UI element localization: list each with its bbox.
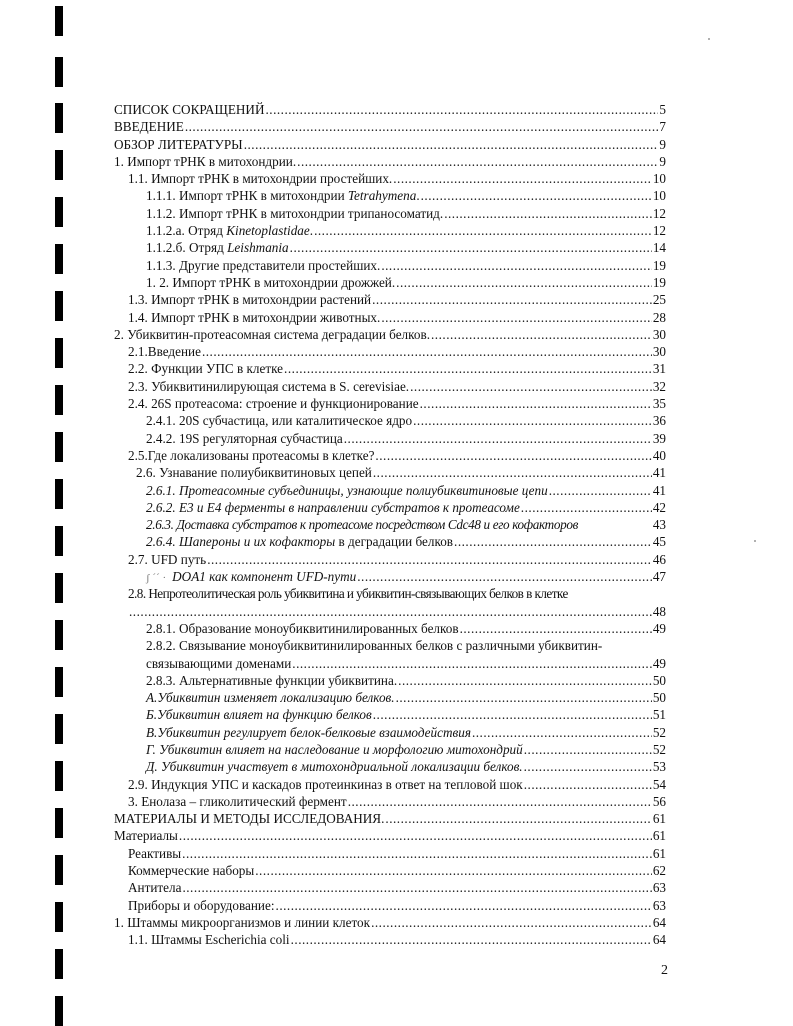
toc-entry[interactable] [114, 568, 666, 585]
toc-entry[interactable] [114, 395, 666, 412]
toc-entry-title [146, 533, 453, 550]
toc-entry-title [146, 689, 395, 706]
toc-entry[interactable] [114, 205, 666, 222]
binding-hole [55, 949, 63, 979]
toc-page-number: 30 [652, 344, 666, 360]
toc-entry[interactable] [114, 741, 666, 758]
toc-entry-title [146, 239, 289, 256]
toc-page-number: 51 [652, 707, 666, 723]
dot-leader [371, 914, 652, 931]
toc-entry-title: 2.4.1. 20S субчастица, или каталитическое ядро [146, 413, 413, 429]
toc-entry-title [146, 741, 523, 758]
toc-entry-text: . [416, 188, 420, 204]
toc-entry[interactable] [114, 239, 666, 256]
dot-leader [398, 672, 652, 689]
toc-entry-title: 1.1.3. Другие представители простейших. [146, 257, 381, 273]
toc-entry[interactable] [114, 326, 666, 343]
toc-page-number: 42 [652, 499, 666, 515]
toc-entry-italic: Г. Убиквитин влияет на наследование и морфологию митохондрий [146, 741, 523, 757]
dot-leader [549, 482, 652, 499]
toc-entry[interactable] [114, 585, 666, 602]
toc-entry-italic: 2.6.1. Протеасомные субъединицы, узнающие полиубиквитиновые цепи [146, 482, 548, 498]
dot-leader [373, 464, 652, 481]
toc-page-number: 28 [652, 309, 666, 325]
toc-entry[interactable] [114, 309, 666, 326]
binding-hole [55, 244, 63, 274]
toc-page-number: 52 [652, 724, 666, 740]
toc-page-number: 9 [659, 153, 666, 169]
toc-entry[interactable] [114, 620, 666, 637]
toc-entry[interactable] [114, 430, 666, 447]
toc-entry-title: Антитела [128, 880, 182, 896]
toc-page-number: 53 [652, 759, 666, 775]
toc-entry[interactable] [114, 464, 666, 481]
toc-entry[interactable] [114, 533, 666, 550]
dot-leader [524, 741, 652, 758]
toc-entry-title: 2.8.3. Альтернативные функции убиквитина. [146, 672, 398, 688]
toc-page-number: 54 [652, 776, 666, 792]
toc-entry-title: 1. 2. Импорт тРНК в митохондрии дрожжей. [146, 274, 396, 290]
dot-leader [521, 499, 652, 516]
toc-page-number: 49 [652, 620, 666, 636]
toc-entry-title: 2.5.Где локализованы протеасомы в клетке? [128, 447, 375, 463]
toc-page-number: 32 [652, 378, 666, 394]
toc-entry-italic: Kinetoplastidae [226, 223, 310, 239]
dot-leader [385, 810, 651, 827]
toc-entry[interactable] [114, 291, 666, 308]
toc-entry-title [146, 724, 471, 741]
dot-leader [207, 551, 652, 568]
toc-entry[interactable] [114, 793, 666, 810]
toc-entry-title: 1.3. Импорт тРНК в митохондрии растений [128, 292, 372, 308]
binding-hole [55, 996, 63, 1026]
toc-entry[interactable] [114, 758, 666, 775]
toc-entry-italic: В.Убиквитин регулирует белок-белковые взаимодействия [146, 724, 471, 740]
dot-leader [396, 689, 652, 706]
dot-leader [255, 862, 652, 879]
dot-leader [372, 291, 652, 308]
dot-leader [410, 378, 652, 395]
dot-leader [375, 447, 651, 464]
toc-entry-title: связывающими доменами [146, 655, 292, 671]
toc-entry-title [146, 187, 420, 204]
toc-entry-title [146, 482, 548, 499]
toc-entry-continuation[interactable] [114, 603, 666, 620]
toc-page-number: 63 [652, 880, 666, 896]
toc-entry-italic: Д. Убиквитин участвует в митохондриальной локализации белков. [146, 759, 523, 775]
toc-entry-title: 1. Импорт тРНК в митохондрии. [114, 153, 297, 169]
toc-entry-title: МАТЕРИАЛЫ И МЕТОДЫ ИССЛЕДОВАНИЯ. [114, 811, 385, 827]
toc-entry-title: 2. Убиквитин-протеасомная система деградации белков. [114, 326, 430, 342]
toc-entry-title: Материалы [114, 828, 178, 844]
toc-page-number: 25 [652, 292, 666, 308]
dot-leader [179, 827, 652, 844]
toc-entry-title: 2.6. Узнавание полиубиквитиновых цепей [136, 465, 372, 481]
dot-leader [396, 274, 652, 291]
toc-entry-italic: А.Убиквитин изменяет локализацию белков. [146, 690, 395, 706]
toc-entry[interactable] [114, 689, 666, 706]
dot-leader [129, 603, 652, 620]
toc-entry[interactable] [114, 170, 666, 187]
toc-entry-title: ОБЗОР ЛИТЕРАТУРЫ [114, 136, 243, 152]
binding-hole [55, 291, 63, 321]
toc-entry-title: 2.4. 26S протеасома: строение и функционирование [128, 396, 419, 412]
toc-entry[interactable] [114, 637, 666, 654]
toc-page-number: 41 [652, 482, 666, 498]
toc-entry[interactable] [114, 447, 666, 464]
toc-page-number: 36 [652, 413, 666, 429]
toc-page-number: 45 [652, 534, 666, 550]
toc-entry-title: 1.1. Штаммы Escherichia coli [128, 932, 290, 948]
binding-hole [55, 808, 63, 838]
toc-entry[interactable] [114, 412, 666, 429]
toc-entry[interactable] [114, 706, 666, 723]
toc-page-number: 46 [652, 551, 666, 567]
dot-leader [344, 430, 652, 447]
toc-entry[interactable] [114, 499, 666, 516]
toc-entry[interactable] [114, 118, 666, 135]
toc-entry-title: 2.8. Непротеолитическая роль убиквитина и убиквитин-связывающих белков в клетке [128, 586, 568, 602]
toc-page-number: 30 [652, 326, 666, 342]
toc-entry-title [146, 758, 523, 775]
toc-page-number: 64 [652, 932, 666, 948]
toc-entry[interactable] [114, 187, 666, 204]
toc-page-number: 43 [652, 517, 666, 533]
toc-entry[interactable] [114, 274, 666, 291]
toc-page-number: 10 [652, 188, 666, 204]
toc-page-number: 7 [659, 119, 666, 135]
dot-leader [381, 309, 651, 326]
toc-entry-title: 2.8.1. Образование моноубиквитинилированных белков [146, 620, 459, 636]
toc-page-number: 31 [652, 361, 666, 377]
toc-entry-text: 1.1.1. Импорт тРНК в митохондрии [146, 188, 348, 204]
toc-entry-title: 2.1.Введение [128, 344, 201, 360]
toc-entry[interactable] [114, 827, 666, 844]
dot-leader [244, 136, 659, 153]
toc-entry[interactable] [114, 378, 666, 395]
toc-entry-title: 2.4.2. 19S регуляторная субчастица [146, 430, 343, 446]
binding-hole [55, 103, 63, 133]
dot-leader [202, 343, 652, 360]
dot-leader [265, 101, 658, 118]
dot-leader [292, 655, 652, 672]
scan-speck [754, 540, 756, 542]
binding-hole [55, 761, 63, 791]
dot-leader [182, 845, 652, 862]
toc-entry-italic: Leishmania [227, 240, 289, 256]
toc-page-number: 19 [652, 257, 666, 273]
toc-page-number: 35 [652, 396, 666, 412]
toc-entry-title [146, 706, 372, 723]
binding-hole [55, 479, 63, 509]
toc-entry-italic: 2.6.2. E3 и E4 ферменты в направлении субстратов к протеасоме [146, 499, 520, 515]
toc-page-number: 64 [652, 914, 666, 930]
toc-page-number: 19 [652, 274, 666, 290]
toc-page-number: 39 [652, 430, 666, 446]
binding-hole [55, 338, 63, 368]
toc-entry-italic: 2.6.4. Шапероны и их кофакторы [146, 534, 336, 550]
dot-leader [314, 222, 652, 239]
toc-page-number: 5 [659, 102, 666, 117]
dot-leader [297, 153, 658, 170]
toc-entry-text: 1.1.2.а. Отряд [146, 223, 227, 239]
dot-leader [524, 776, 652, 793]
toc-entry[interactable] [114, 516, 666, 533]
toc-page-number: 47 [652, 569, 666, 585]
toc-page-number: 61 [652, 811, 666, 827]
toc-page-number: 10 [652, 171, 666, 187]
toc-entry[interactable] [114, 845, 666, 862]
toc-entry-title: 2.2. Функции УПС в клетке [128, 361, 284, 377]
table-of-contents [114, 101, 666, 949]
toc-entry[interactable] [114, 810, 666, 827]
binding-hole [55, 902, 63, 932]
toc-page-number: 9 [659, 136, 666, 152]
toc-entry-title: 1. Штаммы микроорганизмов и линии клеток [114, 914, 371, 930]
binding-hole [55, 526, 63, 556]
dot-leader [357, 568, 652, 585]
toc-entry[interactable] [114, 897, 666, 914]
toc-page-number: 62 [652, 863, 666, 879]
binding-hole [55, 197, 63, 227]
toc-entry[interactable] [114, 222, 666, 239]
binding-hole [55, 573, 63, 603]
toc-page-number: 41 [652, 465, 666, 481]
dot-leader [185, 118, 659, 135]
dot-leader [420, 395, 652, 412]
dot-leader [381, 257, 652, 274]
toc-entry-title: 2.9. Индукция УПС и каскадов протеинкиназ в ответ на тепловой шок [128, 776, 523, 792]
toc-page-number: 49 [652, 655, 666, 671]
dot-leader [444, 205, 652, 222]
toc-entry-title: 2.3. Убиквитинилирующая система в S. cerevisiae. [128, 378, 410, 394]
scan-speck [708, 38, 710, 40]
dot-leader [284, 360, 652, 377]
toc-entry-title: Коммерческие наборы [128, 863, 255, 879]
dot-leader [373, 706, 652, 723]
binding-hole [55, 150, 63, 180]
toc-entry-title: 1.4. Импорт тРНК в митохондрии животных. [128, 309, 381, 325]
toc-entry-italic: Tetrahymena [347, 188, 417, 204]
toc-entry[interactable] [114, 551, 666, 568]
toc-entry[interactable] [114, 343, 666, 360]
dot-leader [393, 170, 652, 187]
toc-page-number: 63 [652, 897, 666, 913]
toc-entry-title [146, 568, 356, 585]
toc-entry-title: Приборы и оборудование: [128, 897, 275, 913]
toc-entry-text: . [309, 223, 314, 239]
toc-entry[interactable] [114, 655, 666, 672]
toc-entry[interactable] [114, 360, 666, 377]
toc-entry-title: 1.1. Импорт тРНК в митохондрии простейших. [128, 171, 393, 187]
toc-entry[interactable] [114, 914, 666, 931]
toc-entry-title [146, 222, 313, 239]
dot-leader [290, 239, 652, 256]
binding-hole [55, 620, 63, 650]
toc-entry[interactable] [114, 153, 666, 170]
toc-page-number: 48 [652, 603, 666, 619]
binding-hole [55, 667, 63, 697]
binding-hole [55, 714, 63, 744]
toc-entry[interactable] [114, 776, 666, 793]
toc-page-number: 12 [652, 205, 666, 221]
dot-leader [524, 758, 652, 775]
dot-leader [421, 187, 652, 204]
toc-entry[interactable] [114, 879, 666, 896]
toc-entry-title: 2.8.2. Связывание моноубиквитинилированных белков с различными убиквитин- [146, 638, 603, 654]
dot-leader [291, 931, 652, 948]
toc-entry-title: СПИСОК СОКРАЩЕНИЙ [114, 102, 265, 117]
toc-entry[interactable] [114, 931, 666, 948]
binding-marks [55, 0, 65, 1024]
binding-hole [55, 57, 63, 87]
toc-entry[interactable] [114, 257, 666, 274]
toc-entry[interactable] [114, 672, 666, 689]
dot-leader [348, 793, 652, 810]
toc-entry-italic: Б.Убиквитин влияет на функцию белков [146, 707, 372, 723]
toc-entry-italic: DOA1 как компонент UFD-пути [172, 569, 357, 585]
toc-page-number: 61 [652, 828, 666, 844]
binding-hole [55, 6, 63, 36]
toc-entry-title [146, 516, 578, 533]
toc-page-number: 52 [652, 741, 666, 757]
toc-entry-text: 1.1.2.б. Отряд [146, 240, 228, 256]
toc-entry-title: 3. Енолаза – гликолитический фермент [128, 793, 347, 809]
binding-hole [55, 432, 63, 462]
toc-entry[interactable] [114, 862, 666, 879]
binding-hole [55, 855, 63, 885]
dot-leader [413, 412, 652, 429]
toc-page-number: 61 [652, 845, 666, 861]
toc-entry-title: Реактивы [128, 845, 182, 861]
toc-entry[interactable] [114, 101, 666, 118]
toc-entry-title: ВВЕДЕНИЕ [114, 119, 184, 135]
toc-entry[interactable] [114, 724, 666, 741]
toc-page-number: 50 [652, 672, 666, 688]
toc-entry-title: 1.1.2. Импорт тРНК в митохондрии трипаносоматид. [146, 205, 444, 221]
toc-entry-title [146, 499, 520, 516]
binding-hole [55, 385, 63, 415]
toc-entry-title: 2.7. UFD путь [128, 551, 207, 567]
dot-leader [472, 724, 652, 741]
toc-entry[interactable] [114, 136, 666, 153]
dot-leader [454, 533, 652, 550]
page-number: 2 [661, 963, 668, 978]
toc-page-number: 14 [652, 240, 666, 256]
toc-entry-text: в деградации белков [335, 534, 454, 550]
toc-page-number: 56 [652, 793, 666, 809]
toc-page-number: 50 [652, 690, 666, 706]
dot-leader [276, 897, 652, 914]
dot-leader [431, 326, 652, 343]
toc-page-number: 40 [652, 447, 666, 463]
dot-leader [460, 620, 652, 637]
toc-entry[interactable] [114, 482, 666, 499]
scan-smudge: ʃ ´´ · [146, 572, 167, 585]
toc-page-number: 12 [652, 223, 666, 239]
dot-leader [182, 879, 651, 896]
toc-entry-italic: 2.6.3. Доставка субстратов к протеасоме посредством Cdc48 и его кофакторов [146, 517, 578, 533]
